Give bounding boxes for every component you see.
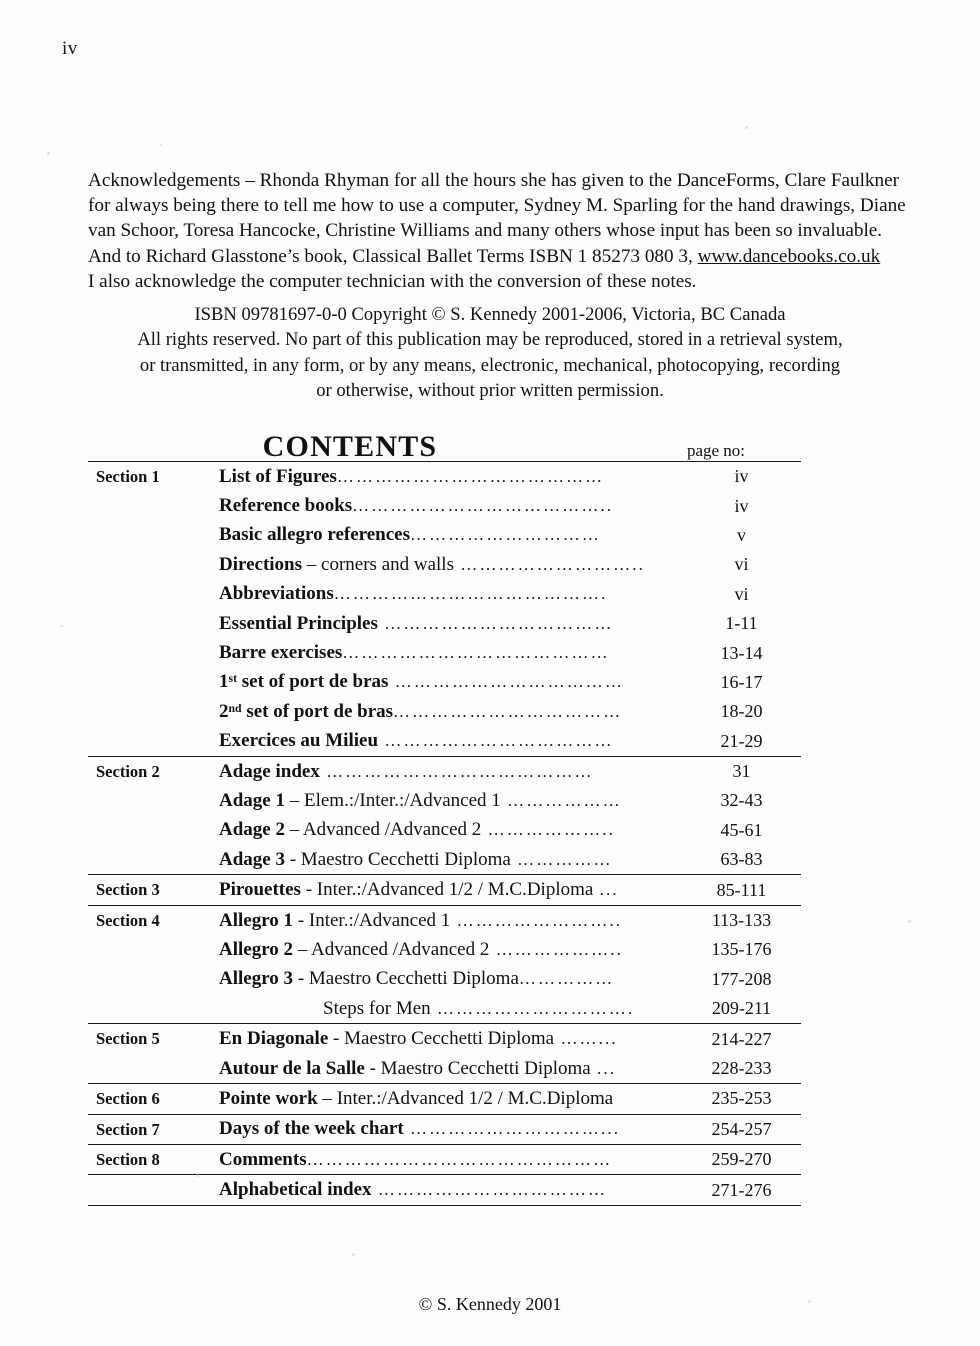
entry-bold-text: Essential Principles [219, 612, 378, 634]
dot-leader: …………………………. [430, 998, 635, 1018]
toc-entry-page: 1-11 [725, 613, 758, 634]
entry-bold-text: En Diagonale [219, 1028, 329, 1050]
dot-leader: ……………………………… [371, 1180, 608, 1200]
entry-bold-text: Comments [219, 1148, 307, 1170]
toc-entry-page: 85-111 [716, 879, 767, 900]
entry-bold-text: 2nd set of port de bras [219, 700, 394, 722]
toc-entry-page: vi [734, 554, 749, 575]
contents-heading: CONTENTS [262, 430, 438, 463]
dot-leader: …………………………………… [336, 466, 605, 486]
scan-speckle [745, 126, 748, 129]
toc-entry-page: 259-270 [711, 1149, 772, 1170]
entry-regular-text: – Advanced /Advanced 2 [293, 938, 490, 960]
entry-bold-text: Directions [219, 553, 303, 575]
table-row [88, 875, 801, 905]
ordinal-superscript: nd [228, 701, 242, 715]
copyright-block [90, 302, 890, 404]
toc-entry-title[interactable] [208, 875, 682, 905]
dancebooks-url-link[interactable]: www.dancebooks.co.uk [697, 245, 881, 267]
dot-leader: ……………………………… [388, 672, 625, 692]
entry-bold-text: Exercices au Milieu [219, 730, 379, 752]
scan-speckle [60, 625, 63, 627]
section-label: Section 6 [96, 1089, 160, 1109]
dot-leader: ………………………………….. [352, 496, 614, 516]
rights-line-3: or otherwise, without prior written permission. [316, 380, 664, 402]
section-label: Section 8 [96, 1150, 160, 1170]
toc-entry-page: vi [734, 583, 749, 604]
entry-regular-text: - Inter.:/Advanced 1 [293, 909, 451, 931]
section-label-empty [88, 1175, 208, 1205]
page-folio: iv [62, 38, 78, 59]
toc-entry-page: iv [734, 495, 749, 516]
dot-leader: ... [593, 880, 619, 900]
entry-bold-text: Days of the week chart [219, 1118, 404, 1140]
toc-entry-page: 214-227 [711, 1028, 772, 1049]
section-label: Section 2 [96, 761, 160, 781]
entry-regular-text: Steps for Men [323, 997, 431, 1019]
toc-entry-title[interactable] [208, 1114, 682, 1144]
toc-entry-title[interactable] [208, 550, 682, 579]
toc-entry-title[interactable] [208, 638, 682, 667]
table-of-contents [88, 461, 801, 1206]
dot-leader: …………………………... [403, 1119, 621, 1139]
toc-entry-title[interactable] [208, 668, 682, 697]
toc-entry-page: 228-233 [711, 1058, 772, 1079]
entry-bold-text: Adage 1 [219, 789, 285, 811]
toc-entry-title[interactable] [208, 697, 682, 726]
entry-bold-text: Barre exercises [219, 642, 343, 664]
toc-entry-title[interactable] [208, 905, 682, 935]
entry-regular-text: - Inter.:/Advanced 1/2 / M.C.Diploma [300, 879, 594, 901]
entry-bold-text: Basic allegro references [219, 524, 410, 546]
toc-entry-page: 135-176 [711, 939, 772, 960]
acknowledgements-paragraph [88, 168, 908, 294]
section-label: Section 7 [96, 1119, 160, 1139]
toc-entry-page: iv [682, 462, 801, 492]
toc-entry-title[interactable] [208, 845, 682, 875]
toc-entry-title[interactable] [208, 727, 682, 757]
toc-entry-title[interactable] [208, 786, 682, 815]
entry-bold-text: Alphabetical index [219, 1179, 372, 1201]
toc-body [88, 462, 801, 1206]
section-label: Section 3 [96, 880, 160, 900]
scan-speckle [908, 920, 911, 923]
entry-bold-text: Adage index [219, 760, 320, 782]
toc-entry-title[interactable] [208, 1175, 682, 1205]
toc-entry-page: 45-61 [720, 819, 763, 840]
table-row [88, 1175, 801, 1205]
toc-entry-page: 113-133 [711, 910, 772, 931]
toc-entry-title[interactable] [208, 491, 682, 520]
toc-entry-title[interactable] [208, 1024, 682, 1054]
dot-leader: ………………………………………… [306, 1149, 613, 1169]
dot-leader: ……... [554, 1029, 618, 1049]
toc-entry-page: 16-17 [720, 671, 763, 692]
toc-entry-title[interactable] [208, 1084, 682, 1114]
toc-entry-title[interactable] [208, 816, 682, 845]
toc-entry-page: 63-83 [720, 849, 763, 870]
dot-leader: ……………………………………. [333, 584, 608, 604]
entry-bold-text: Allegro 2 [219, 938, 294, 960]
entry-bold-text: Adage 2 [219, 819, 285, 841]
rights-line-1: All rights reserved. No part of this publication may be reproduced, stored in a retrieval system, [137, 329, 843, 351]
dot-leader: …………… [518, 969, 615, 989]
toc-entry-title[interactable] [208, 580, 682, 609]
scan-speckle [196, 1174, 199, 1177]
entry-regular-text: - Maestro Cecchetti Diploma [328, 1028, 555, 1050]
scan-speckle [808, 1300, 811, 1303]
isbn-copyright-line: ISBN 09781697-0-0 Copyright © S. Kennedy 2001-2006, Victoria, BC Canada [194, 304, 786, 325]
section-label: Section 5 [96, 1029, 160, 1049]
toc-entry-title[interactable] [208, 994, 682, 1024]
scan-speckle [47, 152, 50, 155]
scan-speckle [160, 144, 162, 146]
toc-entry-title[interactable] [208, 756, 682, 786]
toc-entry-page: 177-208 [711, 968, 772, 989]
dot-leader: ……………….. [489, 939, 623, 959]
entry-bold-text: Reference books [219, 495, 353, 517]
section-label: Section 1 [88, 462, 208, 757]
toc-entry-page: 254-257 [711, 1118, 772, 1139]
toc-entry-title[interactable] [208, 609, 682, 638]
toc-entry-title[interactable] [208, 965, 682, 994]
entry-bold-text: Allegro 3 [219, 968, 294, 990]
table-row [88, 1024, 801, 1054]
table-row [88, 1084, 801, 1114]
dot-leader: …………………………………… [342, 643, 610, 663]
entry-regular-text: - Maestro Cecchetti Diploma [364, 1057, 591, 1079]
acknowledgements-line-5: I also acknowledge the computer technician with the conversion of these notes. [88, 270, 697, 292]
table-row [88, 1145, 801, 1175]
toc-entry-title[interactable] [208, 521, 682, 550]
page-footer: © S. Kennedy 2001 [418, 1294, 562, 1314]
dot-leader: ……………….. [481, 820, 615, 840]
entry-bold-text: 1st set of port de bras [219, 671, 389, 693]
toc-entry-page: 209-211 [711, 998, 772, 1019]
toc-entry-title[interactable] [208, 1054, 682, 1084]
page-number-column-label: page no: [686, 441, 746, 460]
dot-leader: ……………………………… [378, 731, 614, 751]
entry-regular-text: – Inter.:/Advanced 1/2 / M.C.Diploma [317, 1087, 614, 1109]
entry-regular-text: - Maestro Cecchetti Diploma [293, 968, 519, 990]
toc-entry-page: 31 [732, 761, 751, 782]
dot-leader: ... [590, 1058, 617, 1078]
toc-entry-page: 21-29 [720, 730, 763, 751]
acknowledgements-line-1: Acknowledgements – Rhonda Rhyman for all the hours she has given to the DanceForms, Clare Faulkner [88, 170, 900, 191]
toc-entry-page: v [737, 524, 746, 545]
table-row [88, 756, 801, 786]
entry-bold-text: Adage 3 [219, 848, 285, 870]
dot-leader: …………………………………… [319, 761, 594, 781]
table-row [88, 905, 801, 935]
dot-leader: ……………………….. [454, 554, 645, 574]
acknowledgements-line-2: for always being there to tell me how to use a computer, Sydney M. Sparling for the hand drawings, Diane [88, 195, 906, 217]
entry-regular-text: – Elem.:/Inter.:/Advanced 1 [284, 789, 501, 811]
table-row [88, 1114, 801, 1144]
dot-leader: ……………… [500, 790, 622, 810]
entry-regular-text: – Advanced /Advanced 2 [284, 819, 482, 841]
toc-entry-page: 235-253 [711, 1088, 772, 1109]
acknowledgements-line-3: van Schoor, Toresa Hancocke, Christine Williams and many others whose input has been so invaluable. [88, 220, 883, 242]
entry-bold-text: Pirouettes [219, 879, 301, 901]
dot-leader: …………… [510, 849, 613, 869]
table-row [88, 462, 801, 492]
dot-leader: ……………………………… [393, 701, 623, 721]
toc-entry-title[interactable] [208, 462, 682, 492]
dot-leader: ……………………………… [377, 613, 614, 633]
entry-bold-text: Abbreviations [219, 583, 334, 605]
entry-regular-text: – corners and walls [302, 553, 454, 575]
entry-bold-text: Autour de la Salle [219, 1057, 365, 1079]
rights-line-2: or transmitted, in any form, or by any means, electronic, mechanical, photocopying, recording [139, 354, 841, 376]
toc-entry-page: 18-20 [720, 701, 763, 722]
dot-leader: …………………….. [450, 910, 623, 930]
acknowledgements-line-4-prefix: And to Richard Glasstone’s book, Classical Ballet Terms ISBN 1 85273 080 3, [88, 245, 698, 267]
toc-entry-page: 271-276 [682, 1175, 801, 1205]
toc-entry-page: 13-14 [720, 642, 763, 663]
scan-speckle [352, 1253, 355, 1256]
ordinal-superscript: st [228, 672, 237, 686]
entry-bold-text: Pointe work [219, 1087, 318, 1109]
entry-bold-text: List of Figures [219, 465, 337, 487]
section-label: Section 4 [96, 910, 160, 930]
toc-entry-page: 32-43 [720, 790, 763, 811]
toc-entry-title[interactable] [208, 935, 682, 964]
dot-leader: ………………………… [410, 525, 601, 545]
entry-regular-text: - Maestro Cecchetti Diploma [284, 848, 511, 870]
toc-entry-title[interactable] [208, 1145, 682, 1175]
entry-bold-text: Allegro 1 [219, 909, 294, 931]
